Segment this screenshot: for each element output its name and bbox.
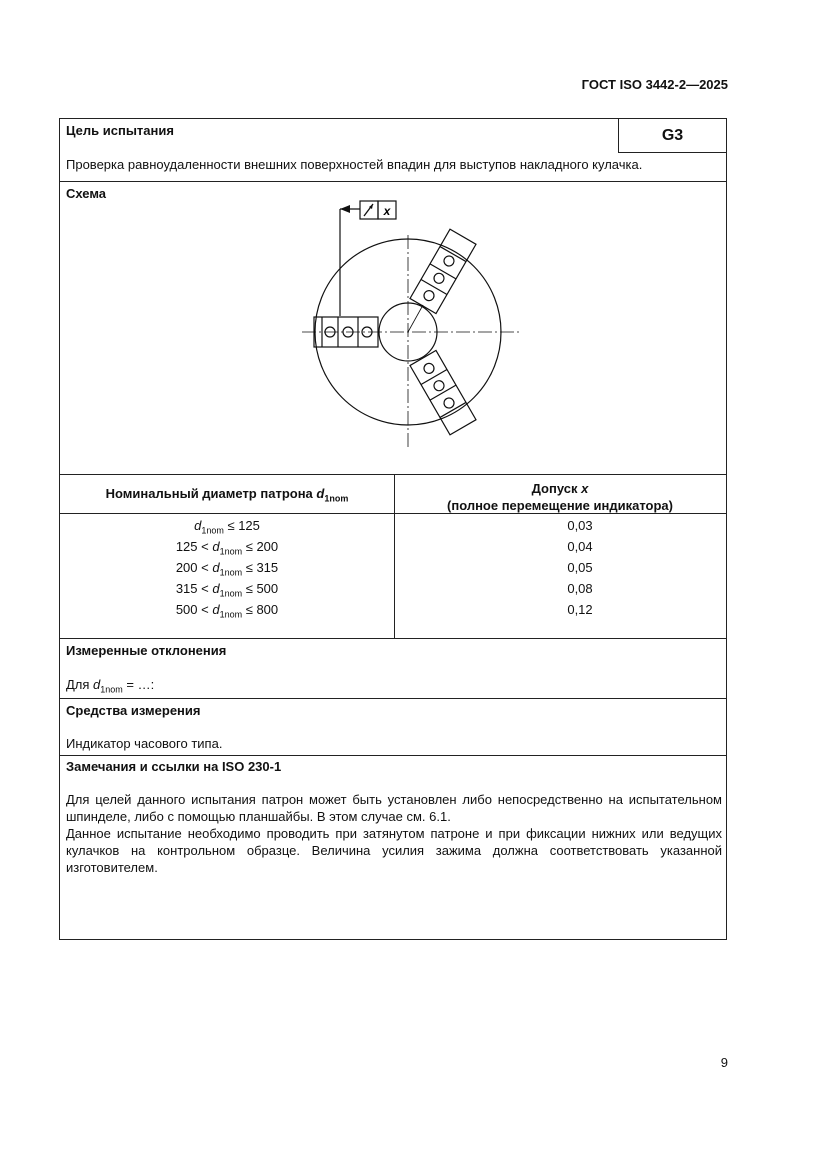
tolerance-symbol: x — [383, 204, 391, 218]
divider — [60, 698, 726, 699]
tolerance-value: 0,05 — [567, 560, 593, 575]
document-code: ГОСТ ISO 3442-2—2025 — [581, 77, 728, 92]
notes-paragraph-1: Для целей данного испытания патрон может быть установлен либо непосредственно на испытательном шпинделе, либо с помощью планшайбы. В этом случае см. 6.1. — [66, 792, 722, 824]
tolerance-value: 0,04 — [567, 539, 593, 554]
divider — [60, 638, 726, 639]
jaw-lower-right — [410, 350, 476, 434]
scheme-heading: Схема — [66, 186, 107, 201]
table-row: $d_{1nom} \le 125$ — [194, 518, 260, 536]
jaw-upper-right — [410, 229, 476, 313]
divider — [60, 755, 726, 756]
test-id: G3 — [618, 119, 726, 153]
measured-heading: Измеренные отклонения — [66, 643, 227, 658]
tolerance-value: 0,03 — [567, 518, 593, 533]
page-number: 9 — [720, 1055, 728, 1070]
tolerance-value: 0,12 — [567, 602, 593, 617]
col-header-tolerance: Допуск x (полное перемещение индикатора) — [447, 481, 673, 513]
notes-paragraph-2: Данное испытание необходимо проводить при затянутом патроне и при фиксации нижних или ведущих кулачков на контрольном образце. Величина усилия зажима должна соответствовать указанной изготовителем. — [66, 826, 722, 875]
purpose-text: Проверка равноудаленности внешних поверхностей впадин для выступов накладного кулачка. — [66, 157, 643, 172]
table-row: $315 < d_{1nom} \le 500$ — [175, 581, 279, 599]
chuck-diagram — [300, 199, 530, 469]
col-header-diameter: Номинальный диаметр патрона $d_{1nom}$ — [105, 486, 349, 504]
notes-heading: Замечания и ссылки на ISO 230-1 — [66, 759, 282, 774]
instruments-text: Индикатор часового типа. — [66, 736, 223, 751]
table-row: $500 < d_{1nom} \le 800$ — [175, 602, 279, 620]
tolerance-value: 0,08 — [567, 581, 593, 596]
measured-label: Для $d_{1nom}$ = …: — [66, 677, 155, 695]
table-row: $200 < d_{1nom} \le 315$ — [175, 560, 279, 578]
divider — [60, 181, 726, 182]
divider — [60, 513, 726, 514]
instruments-heading: Средства измерения — [66, 703, 201, 718]
purpose-heading: Цель испытания — [66, 123, 174, 138]
table-row: $125 < d_{1nom} \le 200$ — [175, 539, 279, 557]
divider — [60, 474, 726, 475]
arrow-icon — [340, 205, 350, 213]
test-sheet-table — [59, 118, 727, 940]
